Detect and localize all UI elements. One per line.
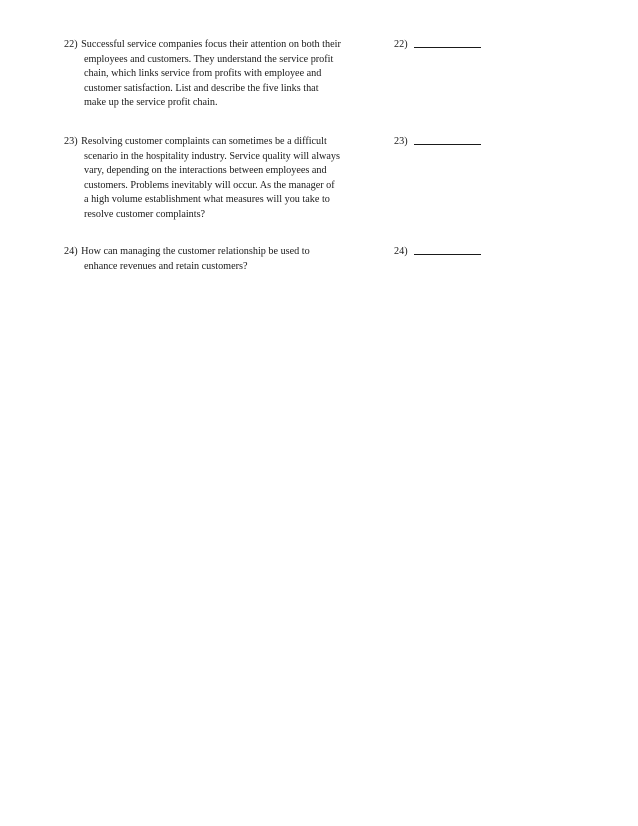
question-line: a high volume establishment what measures will you take to bbox=[84, 194, 330, 206]
question-line-text: How can managing the customer relationship be used to bbox=[81, 246, 310, 257]
answer-label: 24) bbox=[394, 246, 408, 257]
question-line bbox=[64, 135, 390, 150]
question-line: enhance revenues and retain customers? bbox=[84, 260, 248, 272]
question-line bbox=[64, 245, 390, 260]
answer-blank-line[interactable] bbox=[414, 253, 481, 255]
answer-field[interactable] bbox=[394, 38, 481, 53]
question-line: chain, which links service from profits with employee and bbox=[84, 68, 322, 80]
answer-label: 22) bbox=[394, 39, 408, 50]
question-text bbox=[64, 38, 390, 111]
question-text bbox=[64, 135, 390, 223]
question-text bbox=[64, 245, 390, 274]
question-number: 24) bbox=[64, 246, 78, 257]
question-line: scenario in the hospitality industry. Service quality will always bbox=[84, 150, 340, 162]
question-line-text: Successful service companies focus their attention on both their bbox=[81, 39, 341, 50]
question-line-text: Resolving customer complaints can sometimes be a difficult bbox=[81, 136, 327, 147]
answer-blank-line[interactable] bbox=[414, 143, 481, 145]
question-line: make up the service profit chain. bbox=[84, 97, 218, 109]
answer-field[interactable] bbox=[394, 245, 481, 260]
question-line: customers. Problems inevitably will occur. As the manager of bbox=[84, 179, 335, 191]
question-line: vary, depending on the interactions between employees and bbox=[84, 165, 327, 177]
answer-blank-line[interactable] bbox=[414, 46, 481, 48]
question-number: 22) bbox=[64, 39, 78, 50]
question-number: 23) bbox=[64, 136, 78, 147]
answer-label: 23) bbox=[394, 136, 408, 147]
answer-field[interactable] bbox=[394, 135, 481, 150]
question-line: resolve customer complaints? bbox=[84, 208, 206, 220]
question-line: customer satisfaction. List and describe the five links that bbox=[84, 82, 319, 94]
question-line bbox=[64, 38, 390, 53]
question-line: employees and customers. They understand the service profit bbox=[84, 53, 334, 65]
